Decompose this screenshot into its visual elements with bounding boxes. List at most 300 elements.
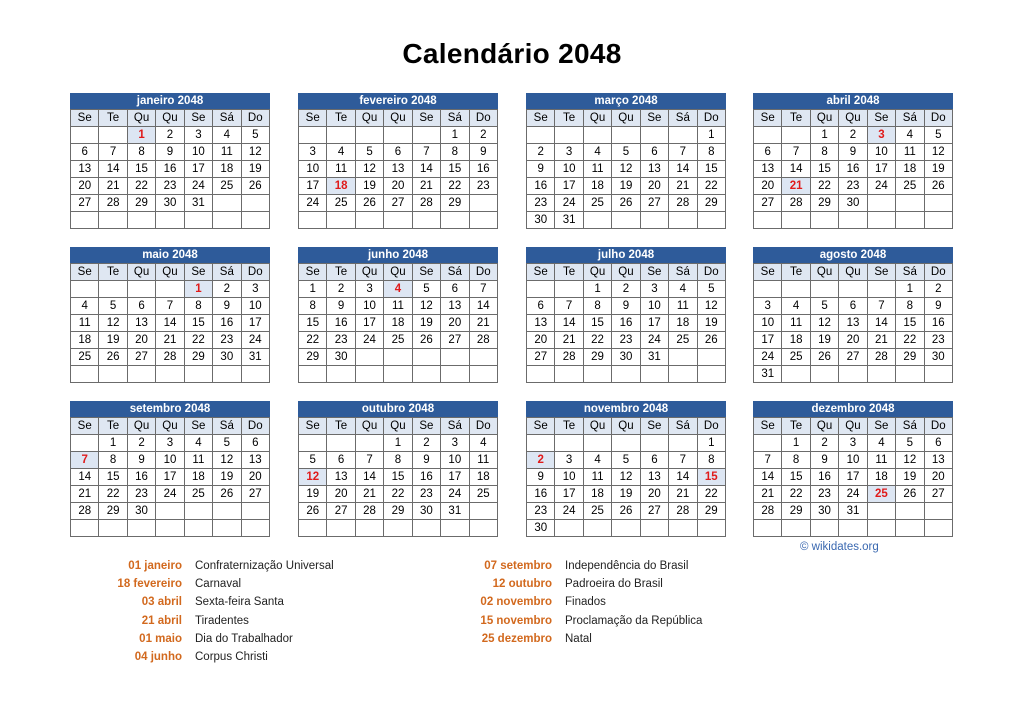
- weekday-header: Do: [469, 110, 497, 127]
- day-cell: 18: [669, 315, 697, 332]
- day-cell: 29: [441, 195, 469, 212]
- day-cell: 4: [583, 144, 611, 161]
- day-cell: 8: [697, 144, 725, 161]
- day-cell: 5: [924, 127, 952, 144]
- day-cell: 8: [384, 452, 412, 469]
- holiday-date: 02 novembro: [480, 596, 552, 609]
- month-name: setembro 2048: [70, 401, 270, 417]
- day-cell: 19: [896, 469, 924, 486]
- empty-cell: [469, 366, 497, 383]
- holiday-date: 25 dezembro: [481, 632, 552, 645]
- day-cell: 22: [810, 178, 838, 195]
- day-cell: 28: [156, 349, 184, 366]
- weekday-header: Qu: [612, 110, 640, 127]
- day-cell: 27: [127, 349, 155, 366]
- day-cell: 27: [839, 349, 867, 366]
- day-cell: 8: [127, 144, 155, 161]
- day-cell: 20: [127, 332, 155, 349]
- day-cell: 18: [896, 161, 924, 178]
- weekday-header: Qu: [583, 418, 611, 435]
- day-cell: 22: [583, 332, 611, 349]
- empty-cell: [355, 435, 383, 452]
- day-cell: 8: [782, 452, 810, 469]
- day-cell: 7: [99, 144, 127, 161]
- day-cell: 29: [782, 503, 810, 520]
- day-cell: 10: [184, 144, 212, 161]
- day-cell: 30: [612, 349, 640, 366]
- empty-cell: [867, 195, 895, 212]
- day-cell: 11: [469, 452, 497, 469]
- empty-cell: [640, 435, 668, 452]
- empty-cell: [299, 520, 327, 537]
- weekday-header: Sá: [669, 110, 697, 127]
- day-cell: 9: [839, 144, 867, 161]
- day-cell: 12: [99, 315, 127, 332]
- day-cell: 21: [469, 315, 497, 332]
- month-calendar: [753, 247, 953, 383]
- holiday-date: 07 setembro: [484, 560, 552, 572]
- day-cell: 23: [810, 486, 838, 503]
- weekday-header: Do: [924, 418, 952, 435]
- day-cell: 24: [355, 332, 383, 349]
- holiday-day-cell: 18: [327, 178, 355, 195]
- day-cell: 18: [583, 178, 611, 195]
- empty-cell: [583, 435, 611, 452]
- day-cell: 25: [327, 195, 355, 212]
- day-cell: 3: [839, 435, 867, 452]
- weekday-header: Do: [924, 264, 952, 281]
- day-cell: 30: [527, 520, 555, 537]
- day-cell: 12: [412, 298, 440, 315]
- day-cell: 19: [241, 161, 269, 178]
- day-cell: 5: [412, 281, 440, 298]
- day-cell: 10: [355, 298, 383, 315]
- day-cell: 2: [469, 127, 497, 144]
- weekday-header: Se: [640, 110, 668, 127]
- day-cell: 29: [299, 349, 327, 366]
- empty-cell: [127, 520, 155, 537]
- empty-cell: [810, 366, 838, 383]
- day-cell: 19: [355, 178, 383, 195]
- weekday-header: Qu: [839, 110, 867, 127]
- holiday-date: 21 abril: [141, 614, 182, 627]
- day-cell: 6: [127, 298, 155, 315]
- day-cell: 2: [839, 127, 867, 144]
- day-cell: 9: [156, 144, 184, 161]
- day-cell: 14: [71, 469, 99, 486]
- weekday-header: Se: [640, 264, 668, 281]
- day-cell: 3: [555, 144, 583, 161]
- day-cell: 4: [71, 298, 99, 315]
- empty-cell: [99, 281, 127, 298]
- weekday-header: Se: [754, 110, 782, 127]
- empty-cell: [839, 281, 867, 298]
- day-cell: 29: [896, 349, 924, 366]
- day-cell: 27: [640, 503, 668, 520]
- empty-cell: [299, 127, 327, 144]
- day-cell: 1: [99, 435, 127, 452]
- weekday-header: Te: [782, 110, 810, 127]
- weekday-header: Qu: [156, 418, 184, 435]
- holiday-name: Padroeira do Brasil: [565, 578, 663, 591]
- month-calendar: [526, 93, 726, 229]
- empty-cell: [327, 520, 355, 537]
- weekday-header: Qu: [156, 110, 184, 127]
- day-cell: 23: [469, 178, 497, 195]
- day-cell: 15: [896, 315, 924, 332]
- empty-cell: [782, 366, 810, 383]
- empty-cell: [384, 127, 412, 144]
- empty-cell: [924, 195, 952, 212]
- weekday-header: Se: [299, 110, 327, 127]
- day-cell: 9: [469, 144, 497, 161]
- day-cell: 19: [299, 486, 327, 503]
- holiday-name: Sexta-feira Santa: [195, 596, 284, 609]
- empty-cell: [412, 366, 440, 383]
- day-cell: 22: [697, 486, 725, 503]
- day-cell: 4: [782, 298, 810, 315]
- day-cell: 11: [71, 315, 99, 332]
- day-cell: 6: [327, 452, 355, 469]
- empty-cell: [782, 212, 810, 229]
- empty-cell: [839, 520, 867, 537]
- holiday-day-cell: 1: [127, 127, 155, 144]
- day-cell: 19: [924, 161, 952, 178]
- empty-cell: [441, 366, 469, 383]
- day-cell: 3: [754, 298, 782, 315]
- day-cell: 22: [697, 178, 725, 195]
- empty-cell: [441, 212, 469, 229]
- day-cell: 7: [754, 452, 782, 469]
- day-cell: 21: [555, 332, 583, 349]
- empty-cell: [612, 127, 640, 144]
- day-cell: 30: [213, 349, 241, 366]
- weekday-header: Sá: [896, 418, 924, 435]
- day-cell: 3: [156, 435, 184, 452]
- day-cell: 2: [612, 281, 640, 298]
- day-cell: 21: [669, 178, 697, 195]
- empty-cell: [867, 366, 895, 383]
- day-cell: 17: [754, 332, 782, 349]
- day-cell: 12: [810, 315, 838, 332]
- day-cell: 13: [640, 161, 668, 178]
- day-cell: 17: [839, 469, 867, 486]
- empty-cell: [527, 127, 555, 144]
- day-cell: 23: [327, 332, 355, 349]
- empty-cell: [127, 212, 155, 229]
- day-cell: 26: [299, 503, 327, 520]
- day-cell: 24: [640, 332, 668, 349]
- empty-cell: [583, 127, 611, 144]
- month-calendar: [753, 401, 953, 537]
- empty-cell: [184, 520, 212, 537]
- empty-cell: [896, 503, 924, 520]
- empty-cell: [355, 520, 383, 537]
- day-cell: 18: [782, 332, 810, 349]
- empty-cell: [156, 366, 184, 383]
- month-name: outubro 2048: [298, 401, 498, 417]
- holiday-date: 01 janeiro: [128, 560, 182, 572]
- empty-cell: [412, 127, 440, 144]
- holiday-row: [2, 593, 334, 611]
- empty-cell: [184, 212, 212, 229]
- day-cell: 11: [327, 161, 355, 178]
- day-cell: 1: [896, 281, 924, 298]
- day-cell: 14: [754, 469, 782, 486]
- holiday-day-cell: 7: [71, 452, 99, 469]
- day-cell: 26: [612, 503, 640, 520]
- empty-cell: [612, 366, 640, 383]
- day-cell: 29: [810, 195, 838, 212]
- day-cell: 27: [327, 503, 355, 520]
- weekday-header: Qu: [839, 264, 867, 281]
- day-cell: 3: [555, 452, 583, 469]
- day-cell: 12: [612, 469, 640, 486]
- day-cell: 31: [754, 366, 782, 383]
- month-calendar: [526, 401, 726, 537]
- day-cell: 15: [99, 469, 127, 486]
- day-cell: 3: [241, 281, 269, 298]
- day-cell: 1: [697, 127, 725, 144]
- day-cell: 4: [896, 127, 924, 144]
- holiday-day-cell: 25: [867, 486, 895, 503]
- day-cell: 5: [612, 144, 640, 161]
- weekday-header: Se: [299, 264, 327, 281]
- day-cell: 12: [355, 161, 383, 178]
- day-cell: 24: [184, 178, 212, 195]
- day-cell: 25: [669, 332, 697, 349]
- weekday-header: Te: [555, 418, 583, 435]
- empty-cell: [583, 212, 611, 229]
- weekday-header: Se: [754, 418, 782, 435]
- weekday-header: Qu: [355, 418, 383, 435]
- day-cell: 22: [782, 486, 810, 503]
- month-name: abril 2048: [753, 93, 953, 109]
- day-cell: 27: [754, 195, 782, 212]
- day-cell: 7: [355, 452, 383, 469]
- weekday-header: Se: [640, 418, 668, 435]
- day-cell: 25: [384, 332, 412, 349]
- holiday-day-cell: 15: [697, 469, 725, 486]
- day-cell: 16: [327, 315, 355, 332]
- day-cell: 14: [412, 161, 440, 178]
- day-cell: 9: [612, 298, 640, 315]
- day-cell: 8: [441, 144, 469, 161]
- empty-cell: [527, 435, 555, 452]
- empty-cell: [384, 366, 412, 383]
- day-cell: 1: [697, 435, 725, 452]
- empty-cell: [384, 520, 412, 537]
- day-cell: 5: [241, 127, 269, 144]
- day-cell: 10: [156, 452, 184, 469]
- day-cell: 24: [555, 503, 583, 520]
- day-cell: 9: [527, 469, 555, 486]
- day-cell: 24: [156, 486, 184, 503]
- month-calendar: [298, 93, 498, 229]
- empty-cell: [71, 520, 99, 537]
- day-cell: 18: [469, 469, 497, 486]
- weekday-header: Se: [71, 418, 99, 435]
- weekday-header: Se: [71, 264, 99, 281]
- day-cell: 16: [527, 486, 555, 503]
- day-cell: 28: [355, 503, 383, 520]
- day-cell: 22: [896, 332, 924, 349]
- day-cell: 28: [669, 503, 697, 520]
- day-cell: 9: [213, 298, 241, 315]
- holiday-day-cell: 3: [867, 127, 895, 144]
- empty-cell: [924, 503, 952, 520]
- day-cell: 8: [810, 144, 838, 161]
- day-cell: 14: [156, 315, 184, 332]
- holiday-date: 18 fevereiro: [117, 578, 182, 591]
- weekday-header: Se: [184, 418, 212, 435]
- weekday-header: Qu: [355, 264, 383, 281]
- empty-cell: [640, 212, 668, 229]
- month-calendar: [526, 247, 726, 383]
- day-cell: 29: [697, 195, 725, 212]
- day-cell: 10: [299, 161, 327, 178]
- empty-cell: [839, 212, 867, 229]
- day-cell: 19: [810, 332, 838, 349]
- weekday-header: Te: [782, 418, 810, 435]
- day-cell: 9: [412, 452, 440, 469]
- day-cell: 28: [555, 349, 583, 366]
- day-cell: 12: [241, 144, 269, 161]
- empty-cell: [241, 503, 269, 520]
- day-cell: 17: [299, 178, 327, 195]
- empty-cell: [782, 281, 810, 298]
- day-cell: 8: [896, 298, 924, 315]
- page-title: Calendário 2048: [402, 38, 622, 69]
- day-cell: 21: [71, 486, 99, 503]
- day-cell: 2: [810, 435, 838, 452]
- empty-cell: [669, 349, 697, 366]
- day-cell: 2: [924, 281, 952, 298]
- day-cell: 20: [640, 178, 668, 195]
- day-cell: 5: [612, 452, 640, 469]
- weekday-header: Te: [99, 264, 127, 281]
- empty-cell: [924, 366, 952, 383]
- day-cell: 4: [867, 435, 895, 452]
- day-cell: 6: [384, 144, 412, 161]
- empty-cell: [612, 435, 640, 452]
- day-cell: 8: [299, 298, 327, 315]
- day-cell: 15: [810, 161, 838, 178]
- day-cell: 5: [810, 298, 838, 315]
- empty-cell: [241, 195, 269, 212]
- weekday-header: Do: [241, 418, 269, 435]
- day-cell: 2: [412, 435, 440, 452]
- empty-cell: [299, 366, 327, 383]
- day-cell: 2: [127, 435, 155, 452]
- day-cell: 10: [555, 161, 583, 178]
- day-cell: 11: [782, 315, 810, 332]
- empty-cell: [469, 503, 497, 520]
- empty-cell: [469, 195, 497, 212]
- empty-cell: [469, 520, 497, 537]
- day-cell: 4: [469, 435, 497, 452]
- day-cell: 16: [924, 315, 952, 332]
- holiday-day-cell: 21: [782, 178, 810, 195]
- day-cell: 16: [612, 315, 640, 332]
- day-cell: 6: [527, 298, 555, 315]
- empty-cell: [867, 520, 895, 537]
- day-cell: 21: [412, 178, 440, 195]
- weekday-header: Sá: [441, 110, 469, 127]
- empty-cell: [241, 212, 269, 229]
- day-cell: 13: [527, 315, 555, 332]
- day-cell: 6: [241, 435, 269, 452]
- holiday-name: Natal: [565, 632, 592, 645]
- empty-cell: [412, 349, 440, 366]
- day-cell: 20: [527, 332, 555, 349]
- weekday-header: Se: [412, 418, 440, 435]
- empty-cell: [583, 520, 611, 537]
- holiday-name: Finados: [565, 596, 606, 609]
- day-cell: 6: [754, 144, 782, 161]
- empty-cell: [71, 435, 99, 452]
- month-name: maio 2048: [70, 247, 270, 263]
- empty-cell: [99, 366, 127, 383]
- day-cell: 22: [299, 332, 327, 349]
- day-cell: 8: [697, 452, 725, 469]
- day-cell: 30: [127, 503, 155, 520]
- weekday-header: Qu: [384, 110, 412, 127]
- weekday-header: Se: [527, 418, 555, 435]
- day-cell: 9: [810, 452, 838, 469]
- day-cell: 18: [213, 161, 241, 178]
- day-cell: 25: [213, 178, 241, 195]
- weekday-header: Do: [697, 110, 725, 127]
- weekday-header: Sá: [669, 264, 697, 281]
- day-cell: 19: [99, 332, 127, 349]
- empty-cell: [327, 127, 355, 144]
- day-cell: 16: [156, 161, 184, 178]
- day-cell: 15: [441, 161, 469, 178]
- empty-cell: [213, 195, 241, 212]
- day-cell: 7: [156, 298, 184, 315]
- day-cell: 6: [924, 435, 952, 452]
- day-cell: 20: [241, 469, 269, 486]
- day-cell: 7: [469, 281, 497, 298]
- day-cell: 23: [924, 332, 952, 349]
- empty-cell: [156, 281, 184, 298]
- empty-cell: [469, 212, 497, 229]
- weekday-header: Qu: [384, 418, 412, 435]
- day-cell: 17: [555, 486, 583, 503]
- weekday-header: Qu: [127, 418, 155, 435]
- empty-cell: [127, 281, 155, 298]
- weekday-header: Do: [697, 264, 725, 281]
- holiday-day-cell: 2: [527, 452, 555, 469]
- source-credit[interactable]: © wikidates.org: [800, 541, 879, 553]
- day-cell: 26: [612, 195, 640, 212]
- day-cell: 24: [299, 195, 327, 212]
- empty-cell: [156, 212, 184, 229]
- day-cell: 16: [127, 469, 155, 486]
- month-name: dezembro 2048: [753, 401, 953, 417]
- empty-cell: [355, 366, 383, 383]
- day-cell: 9: [527, 161, 555, 178]
- day-cell: 6: [640, 452, 668, 469]
- empty-cell: [555, 127, 583, 144]
- weekday-header: Te: [99, 110, 127, 127]
- day-cell: 6: [640, 144, 668, 161]
- day-cell: 11: [384, 298, 412, 315]
- day-cell: 28: [412, 195, 440, 212]
- day-cell: 19: [612, 178, 640, 195]
- empty-cell: [99, 212, 127, 229]
